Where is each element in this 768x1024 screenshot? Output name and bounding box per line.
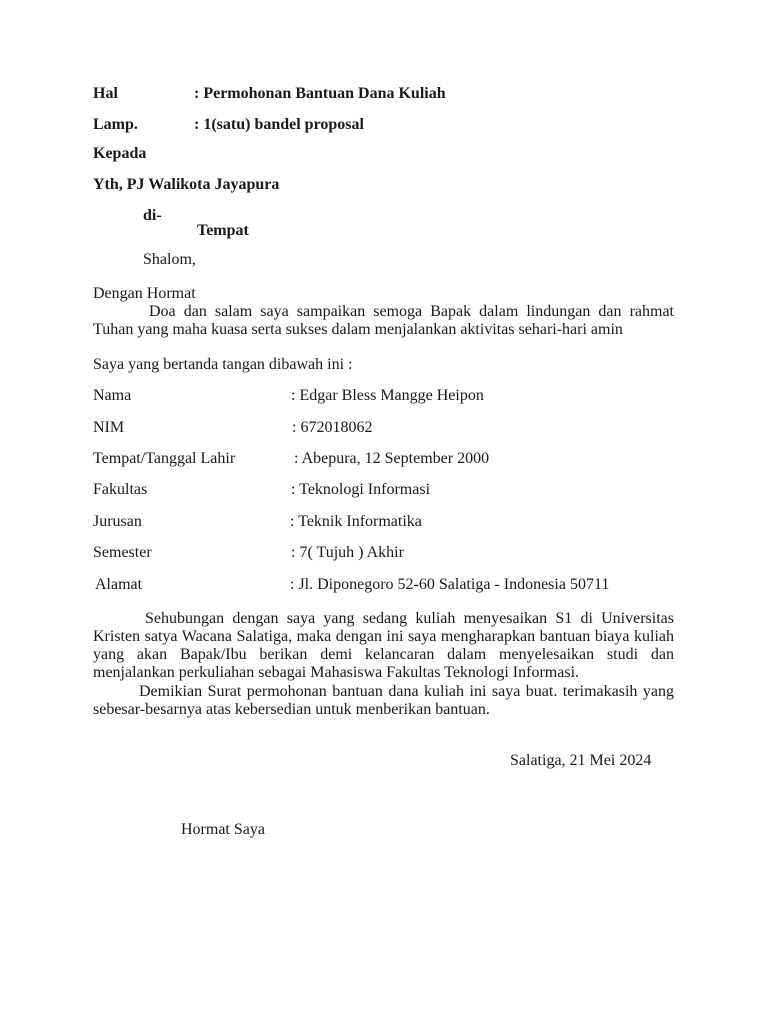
nim-label: NIM (93, 419, 125, 436)
fakultas-value: : Teknologi Informasi (291, 481, 431, 498)
greeting: Shalom, (143, 251, 196, 268)
ttl-label: Tempat/Tanggal Lahir (93, 450, 236, 467)
di-label: di- (143, 207, 162, 224)
fakultas-label: Fakultas (93, 481, 148, 498)
sign-off: Hormat Saya (181, 821, 265, 838)
tempat-label: Tempat (197, 222, 249, 239)
body-paragraph-1: Sehubungan dengan saya yang sedang kuliah menyesaikan S1 di Universitas Kristen satya Wacana Salatiga, maka dengan ini saya mengharapkan bantuan biaya kuliah yang akan Bapak/Ibu berikan demi kelancaran dalam menyelesaikan studi dan menjalankan perkuliahan sebagai Mahasiswa Fakultas Teknologi Informasi. (93, 610, 674, 681)
place-date: Salatiga, 21 Mei 2024 (510, 752, 652, 769)
jurusan-label: Jurusan (93, 513, 142, 530)
kepada-label: Kepada (93, 145, 147, 162)
alamat-label: Alamat (95, 576, 143, 593)
alamat-value: : Jl. Diponegoro 52-60 Salatiga - Indonesia 50711 (290, 576, 610, 593)
jurusan-value: : Teknik Informatika (290, 513, 422, 530)
recipient: Yth, PJ Walikota Jayapura (93, 176, 280, 193)
semester-label: Semester (93, 544, 152, 561)
semester-value: : 7( Tujuh ) Akhir (291, 544, 404, 561)
body-paragraph-2: Demikian Surat permohonan bantuan dana kuliah ini saya buat. terimakasih yang sebesar-besarnya atas kebersedian untuk menberikan bantuan. (93, 683, 674, 718)
hal-label: Hal (93, 85, 118, 102)
lamp-value: : 1(satu) bandel proposal (194, 116, 364, 133)
ttl-value: : Abepura, 12 September 2000 (294, 450, 490, 467)
intro-line: Saya yang bertanda tangan dibawah ini : (93, 356, 353, 373)
opening-paragraph: Doa dan salam saya sampaikan semoga Bapak dalam lindungan dan rahmat Tuhan yang maha kuasa serta sukses dalam menjalankan aktivitas sehari-hari amin (93, 303, 674, 338)
salutation: Dengan Hormat (93, 285, 196, 302)
hal-value: : Permohonan Bantuan Dana Kuliah (194, 85, 446, 102)
nama-value: : Edgar Bless Mangge Heipon (291, 387, 484, 404)
nim-value: : 672018062 (292, 419, 373, 436)
nama-label: Nama (93, 387, 132, 404)
lamp-label: Lamp. (93, 116, 138, 133)
